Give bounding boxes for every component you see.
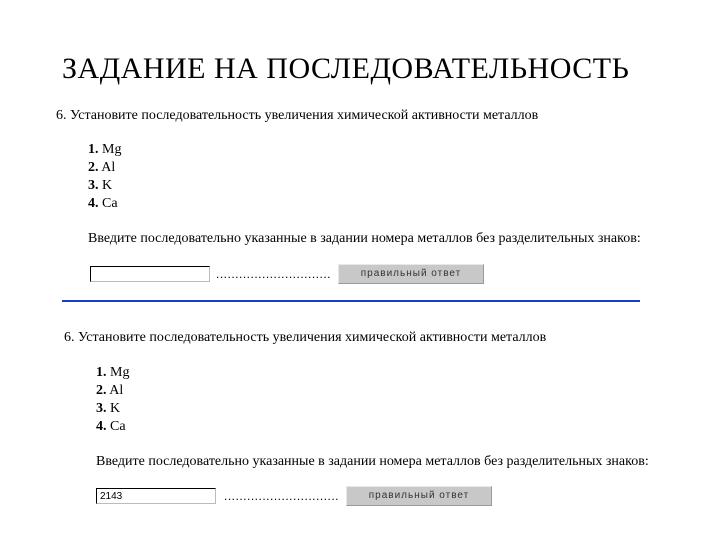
instruction-text: Введите последовательно указанные в задании номера металлов без разделительных знаков: [96, 454, 649, 469]
correct-answer-button[interactable]: правильный ответ [338, 264, 484, 284]
option-label: K [110, 401, 121, 416]
slide-title: ЗАДАНИЕ НА ПОСЛЕДОВАТЕЛЬНОСТЬ [62, 52, 630, 85]
question-text: 6. Установите последовательность увеличения химической активности металлов [64, 330, 547, 345]
option-number: 3. [88, 178, 99, 193]
option-number: 3. [96, 401, 107, 416]
options-list [88, 141, 121, 213]
separator-line [62, 300, 640, 302]
option-number: 2. [96, 383, 107, 398]
options-list [96, 364, 129, 436]
option-number: 2. [88, 160, 99, 175]
option-item [96, 418, 129, 436]
dotted-placeholder: .............................. [216, 267, 332, 281]
option-item [88, 141, 121, 159]
correct-answer-button[interactable]: правильный ответ [346, 486, 492, 506]
option-label: Al [109, 383, 124, 398]
answer-input[interactable] [96, 488, 216, 504]
option-number: 1. [96, 365, 107, 380]
option-label: Al [101, 160, 116, 175]
option-number: 4. [96, 419, 107, 434]
option-label: Ca [102, 196, 118, 211]
option-item [96, 400, 129, 418]
option-label: K [102, 178, 113, 193]
option-item [96, 382, 129, 400]
option-item [88, 177, 121, 195]
option-item [96, 364, 129, 382]
dotted-placeholder: .............................. [224, 489, 340, 503]
option-number: 1. [88, 142, 99, 157]
option-label: Mg [102, 142, 122, 157]
option-number: 4. [88, 196, 99, 211]
instruction-text: Введите последовательно указанные в задании номера металлов без разделительных знаков: [88, 231, 641, 246]
option-item [88, 195, 121, 213]
option-label: Mg [110, 365, 130, 380]
question-text: 6. Установите последовательность увеличения химической активности металлов [56, 108, 539, 123]
answer-input[interactable] [90, 266, 210, 282]
option-label: Ca [110, 419, 126, 434]
option-item [88, 159, 121, 177]
